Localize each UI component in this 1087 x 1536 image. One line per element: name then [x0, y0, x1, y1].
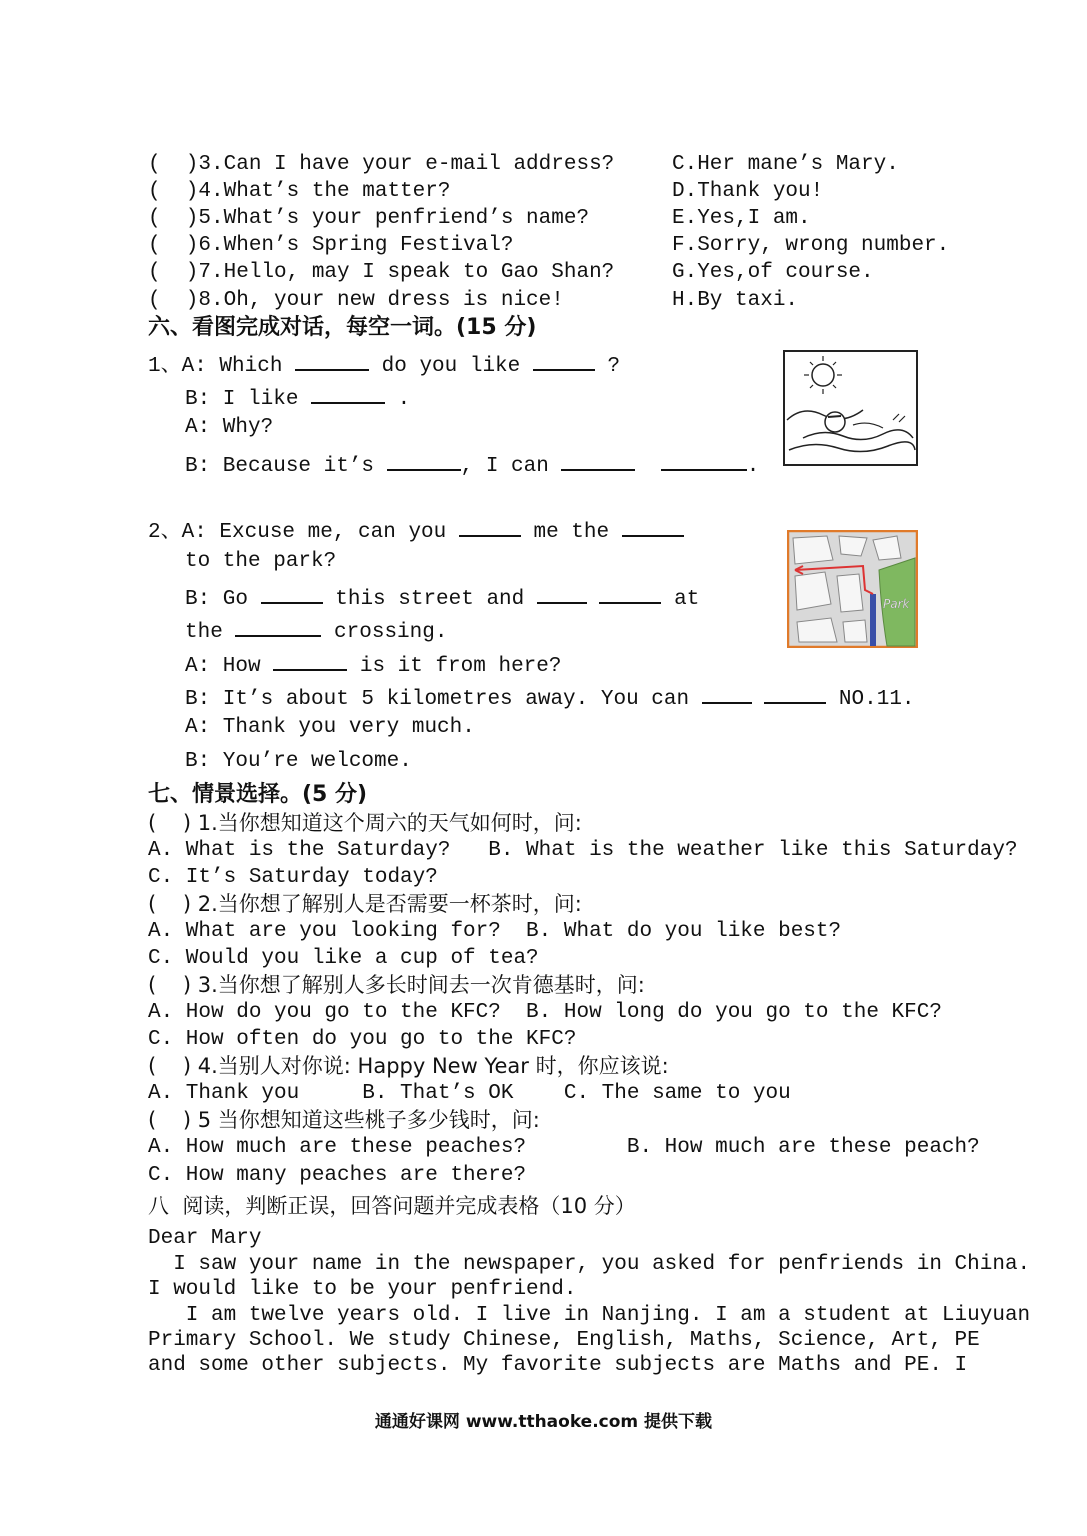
blank[interactable]: [537, 584, 587, 604]
d2-line7: A: Thank you very much.: [185, 716, 475, 739]
s7-q4: ( ) 4.当别人对你说: Happy New Year 时，你应该说:: [148, 1054, 669, 1078]
d2-line1: 2、A: Excuse me, can you me the: [148, 517, 684, 543]
page-footer: 通通好课网 www.tthaoke.com 提供下载: [374, 1412, 713, 1432]
passage-line: I am twelve years old. I live in Nanjing. I am a student at Liuyuan: [148, 1304, 1031, 1327]
passage-line: and some other subjects. My favorite subjects are Maths and PE. I: [148, 1354, 968, 1377]
s7-q5-ab: A. How much are these peaches? B. How much are these peach?: [148, 1136, 980, 1159]
s7-q1-ab: A. What is the Saturday? B. What is the weather like this Saturday?: [148, 839, 1018, 862]
matching-left-7: ( )7.Hello, may I speak to Gao Shan?: [148, 261, 615, 284]
blank[interactable]: [235, 617, 321, 637]
matching-right-g: G.Yes,of course.: [672, 261, 874, 284]
blank[interactable]: [273, 651, 347, 671]
d2-line8: B: You’re welcome.: [185, 750, 412, 773]
s7-q4-abc: A. Thank you B. That’s OK C. The same to you: [148, 1082, 791, 1105]
s7-q3-ab: A. How do you go to the KFC? B. How long do you go to the KFC?: [148, 1001, 942, 1024]
blank[interactable]: [661, 451, 747, 471]
matching-left-4: ( )4.What’s the matter?: [148, 180, 451, 203]
blank[interactable]: [622, 517, 684, 537]
passage-line: I saw your name in the newspaper, you asked for penfriends in China.: [148, 1253, 1031, 1276]
matching-left-8: ( )8.Oh, your new dress is nice!: [148, 289, 564, 312]
matching-left-3: ( )3.Can I have your e-mail address?: [148, 153, 615, 176]
matching-right-e: E.Yes,I am.: [672, 207, 811, 230]
matching-left-6: ( )6.When’s Spring Festival?: [148, 234, 514, 257]
blank[interactable]: [295, 351, 369, 371]
matching-right-h: H.By taxi.: [672, 289, 799, 312]
matching-right-f: F.Sorry, wrong number.: [672, 234, 950, 257]
section7-title: 七、情景选择。(5 分): [148, 782, 368, 807]
matching-right-c: C.Her mane’s Mary.: [672, 153, 899, 176]
blank[interactable]: [311, 384, 385, 404]
blank[interactable]: [764, 684, 826, 704]
d2-line6: B: It’s about 5 kilometres away. You can NO.11.: [185, 684, 915, 710]
d1-line1: 1、A: Which do you like ?: [148, 351, 620, 377]
d1-line2: B: I like .: [185, 384, 410, 410]
d2-line3: B: Go this street and at: [185, 584, 699, 610]
passage-line: Dear Mary: [148, 1227, 262, 1250]
s7-q5-c: C. How many peaches are there?: [148, 1164, 527, 1187]
blank[interactable]: [459, 517, 521, 537]
s7-q1-c: C. It’s Saturday today?: [148, 866, 438, 889]
s7-q2-c: C. Would you like a cup of tea?: [148, 947, 539, 970]
s7-q3: ( ) 3.当你想了解别人多长时间去一次肯德基时，问:: [148, 973, 645, 997]
d2-line5: A: How is it from here?: [185, 651, 561, 677]
s7-q2: ( ) 2.当你想了解别人是否需要一杯茶时，问:: [148, 892, 582, 916]
s7-q1: ( ) 1.当你想知道这个周六的天气如何时，问:: [148, 811, 582, 835]
blank[interactable]: [533, 351, 595, 371]
d1-line3: A: Why?: [185, 416, 274, 439]
s7-q2-ab: A. What are you looking for? B. What do you like best?: [148, 920, 842, 943]
d1-line4: B: Because it’s , I can .: [185, 451, 759, 477]
blank[interactable]: [561, 451, 635, 471]
d2-line4: the crossing.: [185, 617, 447, 643]
passage-line: Primary School. We study Chinese, English, Maths, Science, Art, PE: [148, 1329, 980, 1352]
matching-right-d: D.Thank you!: [672, 180, 824, 203]
s7-q3-c: C. How often do you go to the KFC?: [148, 1028, 577, 1051]
passage-line: I would like to be your penfriend.: [148, 1278, 577, 1301]
swimming-picture: [783, 350, 918, 466]
s7-q5: ( ) 5 当你想知道这些桃子多少钱时，问:: [148, 1108, 540, 1132]
map-picture: [787, 530, 918, 648]
matching-left-5: ( )5.What’s your penfriend’s name?: [148, 207, 590, 230]
blank[interactable]: [387, 451, 461, 471]
blank[interactable]: [599, 584, 661, 604]
d2-line2: to the park?: [185, 550, 337, 573]
map-park-label: Park: [883, 597, 910, 611]
section6-title: 六、看图完成对话，每空一词。(15 分): [148, 315, 537, 340]
blank[interactable]: [261, 584, 323, 604]
section8-title: 八 阅读，判断正误，回答问题并完成表格（10 分）: [148, 1194, 636, 1218]
blank[interactable]: [702, 684, 752, 704]
